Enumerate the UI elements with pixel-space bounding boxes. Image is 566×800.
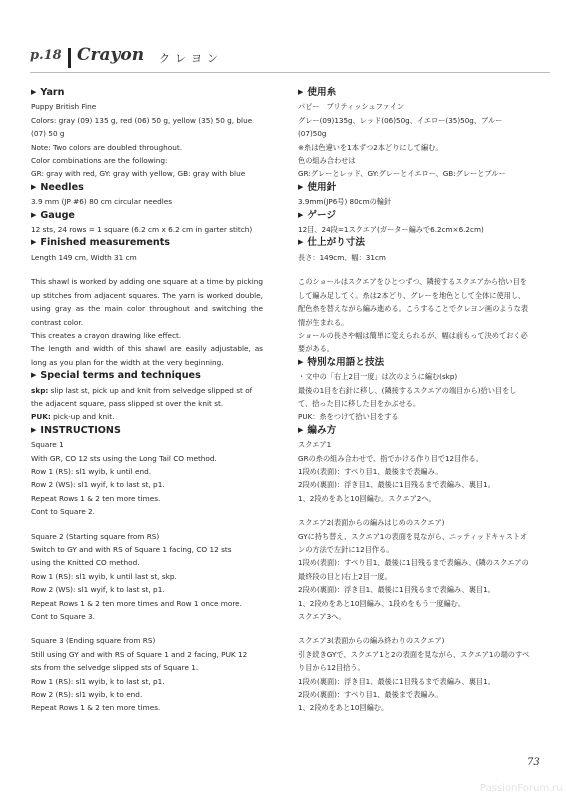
square-1-line-ja: 1段め(表面)：すべり目1、最後まで表編み。 — [298, 466, 443, 476]
square-2-line-ja: GYに持ち替え、スクエア1の表面を見ながら、ニッティッドキャストオンの方法で左針に12目作る。 — [298, 531, 528, 554]
color-combo-intro-ja: 色の組み合わせは — [298, 156, 356, 166]
intro-paragraph-1: This shawl is worked by adding one square at a time by picking up stitches from adjacent squares. The yarn is worked double, using gray as the main color throughout and switching the contrast color. — [31, 277, 263, 327]
watermark: PassionForum.ru — [480, 783, 563, 794]
square-2-line: Row 2 (WS): sl1 wyif, k to last st, p1. — [31, 585, 165, 595]
square-2-line: Cont to Square 3. — [31, 612, 95, 622]
triangle-bullet-icon: ▶ — [31, 371, 37, 380]
triangle-bullet-icon: ▶ — [298, 88, 304, 96]
skp-text: slip last st, pick up and knit from selvedge slipped st of the adjacent square, pass slipped st over the knit st. — [31, 385, 253, 408]
triangle-bullet-icon: ▶ — [31, 88, 37, 96]
square-1-line-ja: GRの糸の組み合わせで、指でかける作り目で12目作る。 — [298, 453, 483, 463]
square-3-title: Square 3 (Ending square from RS) — [31, 636, 156, 646]
needles-heading: ▶ Needles — [31, 181, 84, 193]
square-3-line: Row 1 (RS): sl1 wyib, k to last st, p1. — [31, 676, 165, 686]
color-combo: GR: gray with red, GY: gray with yellow, GB: gray with blue — [31, 169, 246, 179]
colors-line-1: Colors: gray (09) 135 g, red (06) 50 g, yellow (35) 50 g, blue — [31, 115, 253, 125]
square-1-line-ja: 1、2段めをあと10回編む。スクエア2へ。 — [298, 493, 436, 503]
square-3-line-ja: 引き続きGYで、スクエア1と2の表面を見ながら、スクエア1の端のすべり目から12目拾う。 — [298, 649, 530, 673]
puk-definition — [31, 410, 263, 423]
square-3-line: Repeat Rows 1 & 2 ten more times. — [31, 703, 161, 713]
puk-term: PUK: — [31, 412, 51, 422]
pattern-title-ja: クレヨン — [159, 52, 223, 65]
square-1-line-ja: 2段め(裏面)：浮き目1、最後に1目残るまで表編み、裏目1。 — [298, 480, 495, 490]
triangle-bullet-icon: ▶ — [31, 425, 37, 434]
square-3-line-ja: 2段め(裏面)：すべり目1、最後まで表編み。 — [298, 690, 443, 700]
gauge-text-ja: 12目、24段=1スクエア(ガーター編みで6.2cm×6.2cm) — [298, 225, 484, 235]
square-3-title-ja: スクエア3(表面からの編み終わりのスクエア) — [298, 636, 445, 646]
colors-line-2: (07) 50 g — [31, 129, 65, 139]
triangle-bullet-icon: ▶ — [31, 238, 37, 247]
page-reference: p.18 — [30, 48, 62, 63]
square-3-line-ja: 1、2段めをあと10回編む。 — [298, 703, 389, 713]
square-2-line: Row 1 (RS): sl1 wyib, k until last st, skp. — [31, 571, 177, 581]
triangle-bullet-icon: ▶ — [298, 357, 304, 366]
header-divider — [68, 48, 71, 68]
color-combo-intro: Color combinations are the following: — [31, 156, 168, 166]
puk-text: pick-up and knit. — [50, 412, 115, 422]
english-column — [31, 86, 263, 715]
triangle-bullet-icon: ▶ — [31, 210, 37, 219]
header-rule — [30, 72, 550, 73]
needles-text-ja: 3.9mm(JP6号) 80cmの輪針 — [298, 197, 392, 207]
triangle-bullet-icon: ▶ — [298, 182, 304, 191]
square-2-line-ja: 1段め(表面)：すべり目1、最後に1目残るまで表編み、(隣のスクエアの最終段の目と)右上2目一度。 — [298, 558, 529, 581]
intro-paragraph-3: The length and width of this shawl are easily adjustable, as long as you plan for the width at the very beginning. — [31, 344, 263, 367]
triangle-bullet-icon: ▶ — [298, 210, 304, 219]
finished-heading: ▶ Finished measurements — [31, 237, 170, 249]
square-3-line: Still using GY and with RS of Square 1 and 2 facing, PUK 12 — [31, 649, 248, 659]
finished-heading-ja: ▶ 仕上がり寸法 — [298, 237, 365, 249]
square-3-line: Row 2 (RS): sl1 wyib, k to end. — [31, 690, 143, 700]
colors-line-1-ja: グレー(09)135g、レッド(06)50g、イエロー(35)50g、ブルー — [298, 115, 503, 125]
square-2-line: using the Knitted CO method. — [31, 558, 140, 568]
gauge-heading: ▶ Gauge — [31, 209, 75, 221]
square-3-line-ja: 1段め(裏面)：浮き目1、最後に1目残るまで表編み、裏目1。 — [298, 676, 495, 686]
square-2-line-ja: 2段め(裏面)：浮き目1、最後に1目残るまで表編み、裏目1。 — [298, 585, 495, 595]
yarn-note: Note: Two colors are doubled throughout. — [31, 142, 183, 152]
finished-text: Length 149 cm, Width 31 cm — [31, 252, 137, 262]
square-2-title-ja: スクエア2(表面からの編みはじめのスクエア) — [298, 518, 445, 528]
skp-term: skp: — [31, 385, 49, 395]
square-1-line: Row 2 (WS): sl1 wyif, k to last st, p1. — [31, 480, 165, 490]
square-2-title: Square 2 (Starting square from RS) — [31, 531, 160, 541]
square-2-line-ja: 1、2段めをあと10回編み、1段めをもう一度編む。 — [298, 598, 466, 608]
pattern-title: Crayon — [77, 45, 145, 65]
puk-definition-ja: PUK：糸をつけて拾い目をする — [298, 412, 399, 422]
square-2-line-ja: スクエア3へ。 — [298, 612, 346, 622]
square-1-line: Cont to Square 2. — [31, 507, 95, 517]
yarn-name-ja: パピー ブリティッシュファイン — [298, 102, 405, 112]
special-terms-heading-ja: ▶ 特別な用語と技法 — [298, 356, 385, 368]
skp-definition-ja: 最後の1目を右針に移し、(隣接するスクエアの端目から)拾い目をして、拾った目に移した目をかぶせる。 — [298, 385, 517, 408]
square-2-line: Repeat Rows 1 & 2 ten more times and Row 1 once more. — [31, 598, 242, 608]
square-2-line: Switch to GY and with RS of Square 1 facing, CO 12 sts — [31, 545, 232, 554]
intro-paragraph-2-ja: ショールの長さや幅は簡単に変えられるが、幅は前もって決めておく必要がある。 — [298, 330, 528, 354]
colors-line-2-ja: (07)50g — [298, 129, 327, 139]
square-1-line: With GR, CO 12 sts using the Long Tail CO method. — [31, 453, 217, 463]
square-3-line: sts from the selvedge slipped sts of Square 1. — [31, 663, 199, 673]
square-1-line: Repeat Rows 1 & 2 ten more times. — [31, 493, 161, 503]
needles-heading-ja: ▶ 使用針 — [298, 181, 337, 193]
intro-paragraph-2: This creates a crayon drawing like effect. — [31, 330, 182, 340]
yarn-heading-ja: ▶ 使用糸 — [298, 87, 337, 98]
intro-paragraph-1-ja: このショールはスクエアをひとつずつ、隣接するスクエアから拾い目をして編み足してく。糸は2本どり、グレーを地色として全体に使用し、配色糸を替えながら編み進める。こうすることでクレヨン画のような表情が生まれる。 — [298, 277, 529, 327]
gauge-text: 12 sts, 24 rows = 1 square (6.2 cm x 6.2 cm in garter stitch) — [31, 225, 253, 235]
yarn-name: Puppy British Fine — [31, 102, 97, 112]
square-1-title: Square 1 — [31, 440, 64, 450]
page-header — [30, 44, 550, 76]
instructions-heading: ▶ INSTRUCTIONS — [31, 424, 121, 436]
skp-definition — [31, 384, 263, 411]
japanese-column — [298, 86, 530, 715]
special-terms-heading: ▶ Special terms and techniques — [31, 370, 201, 382]
triangle-bullet-icon: ▶ — [31, 182, 37, 191]
gauge-heading-ja: ▶ ゲージ — [298, 209, 336, 221]
needles-text: 3.9 mm (JP #6) 80 cm circular needles — [31, 197, 173, 207]
instructions-heading-ja: ▶ 編み方 — [298, 424, 337, 436]
square-1-title-ja: スクエア1 — [298, 440, 332, 450]
page-number: 73 — [527, 757, 540, 768]
color-combo-ja: GR:グレーとレッド、GY:グレーとイエロー、GB:グレーとブルー — [298, 169, 506, 179]
square-1-line: Row 1 (RS): sl1 wyib, k until end. — [31, 466, 152, 476]
yarn-note-ja: ※糸は色違いを1本ずつ2本どりにして編む。 — [298, 142, 443, 152]
finished-text-ja: 長さ：149cm、幅：31cm — [298, 252, 386, 262]
skp-intro-ja: ・文中の「右上2目一度」は次のように編む(skp) — [298, 372, 458, 382]
yarn-heading: ▶ Yarn — [31, 87, 65, 98]
triangle-bullet-icon: ▶ — [298, 238, 304, 247]
triangle-bullet-icon: ▶ — [298, 425, 304, 434]
